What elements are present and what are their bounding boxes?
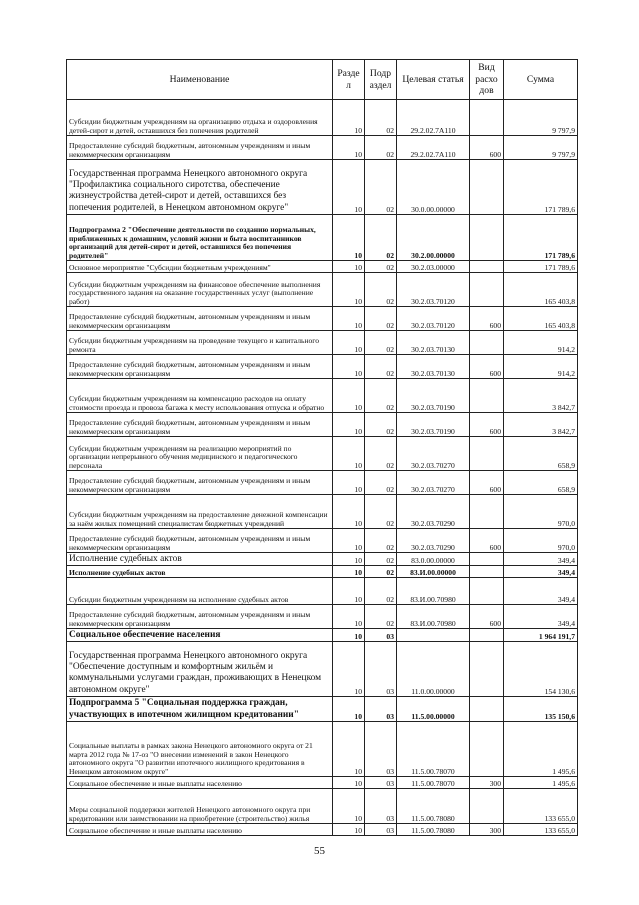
table-row bbox=[67, 215, 578, 261]
row-section: 10 bbox=[333, 437, 365, 471]
row-target-article: 30.2.03.70190 bbox=[397, 413, 470, 437]
row-subsection: 02 bbox=[365, 261, 397, 273]
row-section: 10 bbox=[333, 789, 365, 824]
row-subsection: 02 bbox=[365, 437, 397, 471]
row-subsection: 02 bbox=[365, 413, 397, 437]
row-name: Предоставление субсидий бюджетным, автономным учреждениям и иным некоммерческим организациям bbox=[67, 605, 333, 629]
row-expense-type: 600 bbox=[470, 355, 504, 379]
row-amount: 914,2 bbox=[504, 355, 578, 379]
row-subsection: 02 bbox=[365, 215, 397, 261]
row-name: Меры социальной поддержки жителей Ненецкого автономного округа при кредитовании или заимствовании на приобретение (строительство) жилья bbox=[67, 789, 333, 824]
table-row bbox=[67, 722, 578, 777]
row-target-article: 83.И.00.70980 bbox=[397, 605, 470, 629]
row-subsection: 02 bbox=[365, 379, 397, 413]
row-amount: 349,4 bbox=[504, 605, 578, 629]
row-amount: 970,0 bbox=[504, 529, 578, 553]
row-expense-type: 600 bbox=[470, 307, 504, 331]
row-expense-type: 600 bbox=[470, 529, 504, 553]
row-section: 10 bbox=[333, 355, 365, 379]
row-subsection: 02 bbox=[365, 553, 397, 566]
row-subsection: 03 bbox=[365, 629, 397, 642]
row-name: Социальное обеспечение населения bbox=[67, 629, 333, 642]
row-subsection: 02 bbox=[365, 355, 397, 379]
row-section: 10 bbox=[333, 379, 365, 413]
row-name: Исполнение судебных актов bbox=[67, 553, 333, 566]
table-row bbox=[67, 529, 578, 553]
row-section: 10 bbox=[333, 578, 365, 605]
row-amount: 171 789,6 bbox=[504, 160, 578, 215]
row-expense-type bbox=[470, 789, 504, 824]
row-amount: 658,9 bbox=[504, 471, 578, 495]
row-section: 10 bbox=[333, 273, 365, 307]
row-name: Государственная программа Ненецкого автономного округа "Обеспечение доступным и комфортным жильём и коммунальными услугами граждан, проживающих в Ненецком автономном округе" bbox=[67, 642, 333, 697]
row-amount: 349,4 bbox=[504, 566, 578, 578]
row-amount: 3 842,7 bbox=[504, 413, 578, 437]
row-expense-type: 300 bbox=[470, 824, 504, 836]
table-row bbox=[67, 379, 578, 413]
row-amount: 9 797,9 bbox=[504, 100, 578, 136]
row-subsection: 02 bbox=[365, 160, 397, 215]
row-section: 10 bbox=[333, 605, 365, 629]
row-section: 10 bbox=[333, 100, 365, 136]
row-target-article: 11.5.00.78080 bbox=[397, 789, 470, 824]
row-subsection: 02 bbox=[365, 136, 397, 160]
row-amount: 914,2 bbox=[504, 331, 578, 355]
table-header-row bbox=[67, 60, 578, 100]
row-expense-type: 600 bbox=[470, 413, 504, 437]
budget-table-container bbox=[66, 59, 578, 836]
row-section: 10 bbox=[333, 629, 365, 642]
row-name: Субсидии бюджетным учреждениям на финансовое обеспечение выполнения государственного задания на оказание государственных услуг (выполнение работ) bbox=[67, 273, 333, 307]
row-name: Социальное обеспечение и иные выплаты населению bbox=[67, 824, 333, 836]
row-expense-type: 600 bbox=[470, 136, 504, 160]
table-row bbox=[67, 261, 578, 273]
row-name: Исполнение судебных актов bbox=[67, 566, 333, 578]
row-target-article: 30.2.03.70130 bbox=[397, 331, 470, 355]
row-name: Социальное обеспечение и иные выплаты населению bbox=[67, 777, 333, 789]
row-subsection: 03 bbox=[365, 722, 397, 777]
row-amount: 133 655,0 bbox=[504, 824, 578, 836]
row-section: 10 bbox=[333, 215, 365, 261]
row-name: Социальные выплаты в рамках закона Ненецкого автономного округа от 21 марта 2012 года № 17-оз "О внесении изменений в закон Ненецкого автономного округа "О развитии ипотечного жилищного кредитования в Ненецком автономном округе" bbox=[67, 722, 333, 777]
row-amount: 133 655,0 bbox=[504, 789, 578, 824]
row-section: 10 bbox=[333, 722, 365, 777]
row-subsection: 02 bbox=[365, 471, 397, 495]
header-subsection: Подр аздел bbox=[365, 60, 397, 100]
row-amount: 165 403,8 bbox=[504, 273, 578, 307]
row-target-article: 30.2.03.70270 bbox=[397, 471, 470, 495]
row-name: Предоставление субсидий бюджетным, автономным учреждениям и иным некоммерческим организациям bbox=[67, 529, 333, 553]
header-expense-type: Вид расхо дов bbox=[470, 60, 504, 100]
row-expense-type bbox=[470, 261, 504, 273]
row-target-article: 83.И.00.00000 bbox=[397, 566, 470, 578]
row-name: Подпрограмма 2 "Обеспечение деятельности по созданию нормальных, приближенных к домашним, условий жизни и быта воспитанников организаций для детей-сирот и детей, оставшихся без попечения родителей" bbox=[67, 215, 333, 261]
row-expense-type bbox=[470, 215, 504, 261]
row-name: Субсидии бюджетным учреждениям на проведение текущего и капитального ремонта bbox=[67, 331, 333, 355]
row-amount: 349,4 bbox=[504, 553, 578, 566]
row-section: 10 bbox=[333, 777, 365, 789]
row-target-article: 30.2.03.70290 bbox=[397, 529, 470, 553]
row-target-article bbox=[397, 629, 470, 642]
table-row bbox=[67, 273, 578, 307]
row-name: Предоставление субсидий бюджетным, автономным учреждениям и иным некоммерческим организациям bbox=[67, 413, 333, 437]
row-target-article: 29.2.02.7А110 bbox=[397, 100, 470, 136]
row-name: Предоставление субсидий бюджетным, автономным учреждениям и иным некоммерческим организациям bbox=[67, 307, 333, 331]
row-amount: 154 130,6 bbox=[504, 642, 578, 697]
row-target-article: 30.2.03.00000 bbox=[397, 261, 470, 273]
row-target-article: 30.2.03.70120 bbox=[397, 307, 470, 331]
row-expense-type bbox=[470, 437, 504, 471]
header-name: Наименование bbox=[67, 60, 333, 100]
row-subsection: 03 bbox=[365, 697, 397, 722]
row-expense-type bbox=[470, 379, 504, 413]
row-subsection: 02 bbox=[365, 100, 397, 136]
row-amount: 171 789,6 bbox=[504, 261, 578, 273]
row-expense-type bbox=[470, 722, 504, 777]
row-name: Подпрограмма 5 "Социальная поддержка граждан, участвующих в ипотечном жилищном кредитовании" bbox=[67, 697, 333, 722]
row-subsection: 03 bbox=[365, 789, 397, 824]
table-row bbox=[67, 629, 578, 642]
row-subsection: 03 bbox=[365, 642, 397, 697]
row-target-article: 30.2.03.70290 bbox=[397, 495, 470, 529]
row-amount: 135 150,6 bbox=[504, 697, 578, 722]
row-name: Субсидии бюджетным учреждениям на предоставление денежной компенсации за наём жилых помещений специалистам бюджетных учреждений bbox=[67, 495, 333, 529]
table-row bbox=[67, 578, 578, 605]
table-row bbox=[67, 471, 578, 495]
row-target-article: 83.0.00.00000 bbox=[397, 553, 470, 566]
row-expense-type bbox=[470, 553, 504, 566]
row-section: 10 bbox=[333, 824, 365, 836]
row-name: Основное мероприятие "Субсидии бюджетным учреждениям" bbox=[67, 261, 333, 273]
row-section: 10 bbox=[333, 553, 365, 566]
row-section: 10 bbox=[333, 136, 365, 160]
row-name: Субсидии бюджетным учреждениям на компенсацию расходов на оплату стоимости проезда и провоза багажа к месту использования отпуска и обратно bbox=[67, 379, 333, 413]
row-amount: 165 403,8 bbox=[504, 307, 578, 331]
row-name: Предоставление субсидий бюджетным, автономным учреждениям и иным некоммерческим организациям bbox=[67, 355, 333, 379]
row-amount: 3 842,7 bbox=[504, 379, 578, 413]
row-section: 10 bbox=[333, 495, 365, 529]
row-target-article: 30.2.03.70270 bbox=[397, 437, 470, 471]
row-amount: 1 495,6 bbox=[504, 722, 578, 777]
row-amount: 1 495,6 bbox=[504, 777, 578, 789]
table-row bbox=[67, 413, 578, 437]
row-expense-type bbox=[470, 495, 504, 529]
row-subsection: 02 bbox=[365, 331, 397, 355]
table-row bbox=[67, 100, 578, 136]
row-subsection: 02 bbox=[365, 273, 397, 307]
budget-table bbox=[66, 59, 578, 836]
row-subsection: 02 bbox=[365, 578, 397, 605]
row-expense-type bbox=[470, 629, 504, 642]
row-amount: 658,9 bbox=[504, 437, 578, 471]
row-expense-type bbox=[470, 273, 504, 307]
row-expense-type bbox=[470, 697, 504, 722]
row-subsection: 03 bbox=[365, 777, 397, 789]
header-section: Разде л bbox=[333, 60, 365, 100]
header-target-article: Целевая статья bbox=[397, 60, 470, 100]
table-row bbox=[67, 136, 578, 160]
row-subsection: 02 bbox=[365, 566, 397, 578]
row-section: 10 bbox=[333, 331, 365, 355]
row-section: 10 bbox=[333, 413, 365, 437]
row-name: Субсидии бюджетным учреждениям на организацию отдыха и оздоровления детей-сирот и детей, оставшихся без попечения родителей bbox=[67, 100, 333, 136]
row-amount: 349,4 bbox=[504, 578, 578, 605]
row-section: 10 bbox=[333, 697, 365, 722]
table-row bbox=[67, 789, 578, 824]
row-target-article: 30.2.03.70120 bbox=[397, 273, 470, 307]
row-subsection: 02 bbox=[365, 307, 397, 331]
table-row bbox=[67, 605, 578, 629]
table-row bbox=[67, 642, 578, 697]
row-subsection: 03 bbox=[365, 824, 397, 836]
row-expense-type bbox=[470, 100, 504, 136]
row-target-article: 30.0.00.00000 bbox=[397, 160, 470, 215]
row-target-article: 30.2.03.70190 bbox=[397, 379, 470, 413]
row-name: Субсидии бюджетным учреждениям на реализацию мероприятий по организации непрерывного обучения медицинского и педагогического персонала bbox=[67, 437, 333, 471]
table-row bbox=[67, 307, 578, 331]
row-name: Субсидии бюджетным учреждениям на исполнение судебных актов bbox=[67, 578, 333, 605]
row-subsection: 02 bbox=[365, 605, 397, 629]
row-target-article: 11.0.00.00000 bbox=[397, 642, 470, 697]
header-amount: Сумма bbox=[504, 60, 578, 100]
row-amount: 9 797,9 bbox=[504, 136, 578, 160]
row-expense-type bbox=[470, 160, 504, 215]
row-amount: 970,0 bbox=[504, 495, 578, 529]
row-expense-type: 600 bbox=[470, 471, 504, 495]
row-amount: 1 964 191,7 bbox=[504, 629, 578, 642]
row-name: Предоставление субсидий бюджетным, автономным учреждениям и иным некоммерческим организациям bbox=[67, 136, 333, 160]
table-row bbox=[67, 437, 578, 471]
row-target-article: 29.2.02.7А110 bbox=[397, 136, 470, 160]
row-target-article: 30.2.00.00000 bbox=[397, 215, 470, 261]
row-target-article: 11.5.00.78070 bbox=[397, 777, 470, 789]
row-section: 10 bbox=[333, 307, 365, 331]
table-row bbox=[67, 566, 578, 578]
table-row bbox=[67, 331, 578, 355]
row-target-article: 11.5.00.78070 bbox=[397, 722, 470, 777]
row-target-article: 11.5.00.00000 bbox=[397, 697, 470, 722]
table-row bbox=[67, 495, 578, 529]
row-section: 10 bbox=[333, 642, 365, 697]
row-target-article: 11.5.00.78080 bbox=[397, 824, 470, 836]
table-row bbox=[67, 777, 578, 789]
table-row bbox=[67, 553, 578, 566]
table-row bbox=[67, 697, 578, 722]
row-amount: 171 789,6 bbox=[504, 215, 578, 261]
row-section: 10 bbox=[333, 471, 365, 495]
row-subsection: 02 bbox=[365, 529, 397, 553]
row-subsection: 02 bbox=[365, 495, 397, 529]
row-section: 10 bbox=[333, 566, 365, 578]
row-target-article: 30.2.03.70130 bbox=[397, 355, 470, 379]
table-body bbox=[67, 100, 578, 836]
page-number: 55 bbox=[314, 845, 325, 857]
row-expense-type bbox=[470, 578, 504, 605]
row-expense-type bbox=[470, 331, 504, 355]
row-section: 10 bbox=[333, 529, 365, 553]
row-name: Государственная программа Ненецкого автономного округа "Профилактика социального сиротства, обеспечение жизнеустройства детей-сирот и детей, оставшихся без попечения родителей, в Ненецком автономном округе" bbox=[67, 160, 333, 215]
row-expense-type bbox=[470, 642, 504, 697]
row-name: Предоставление субсидий бюджетным, автономным учреждениям и иным некоммерческим организациям bbox=[67, 471, 333, 495]
row-section: 10 bbox=[333, 261, 365, 273]
row-expense-type: 300 bbox=[470, 777, 504, 789]
row-expense-type bbox=[470, 566, 504, 578]
row-target-article: 83.И.00.70980 bbox=[397, 578, 470, 605]
table-row bbox=[67, 355, 578, 379]
row-section: 10 bbox=[333, 160, 365, 215]
table-row bbox=[67, 824, 578, 836]
row-expense-type: 600 bbox=[470, 605, 504, 629]
table-row bbox=[67, 160, 578, 215]
